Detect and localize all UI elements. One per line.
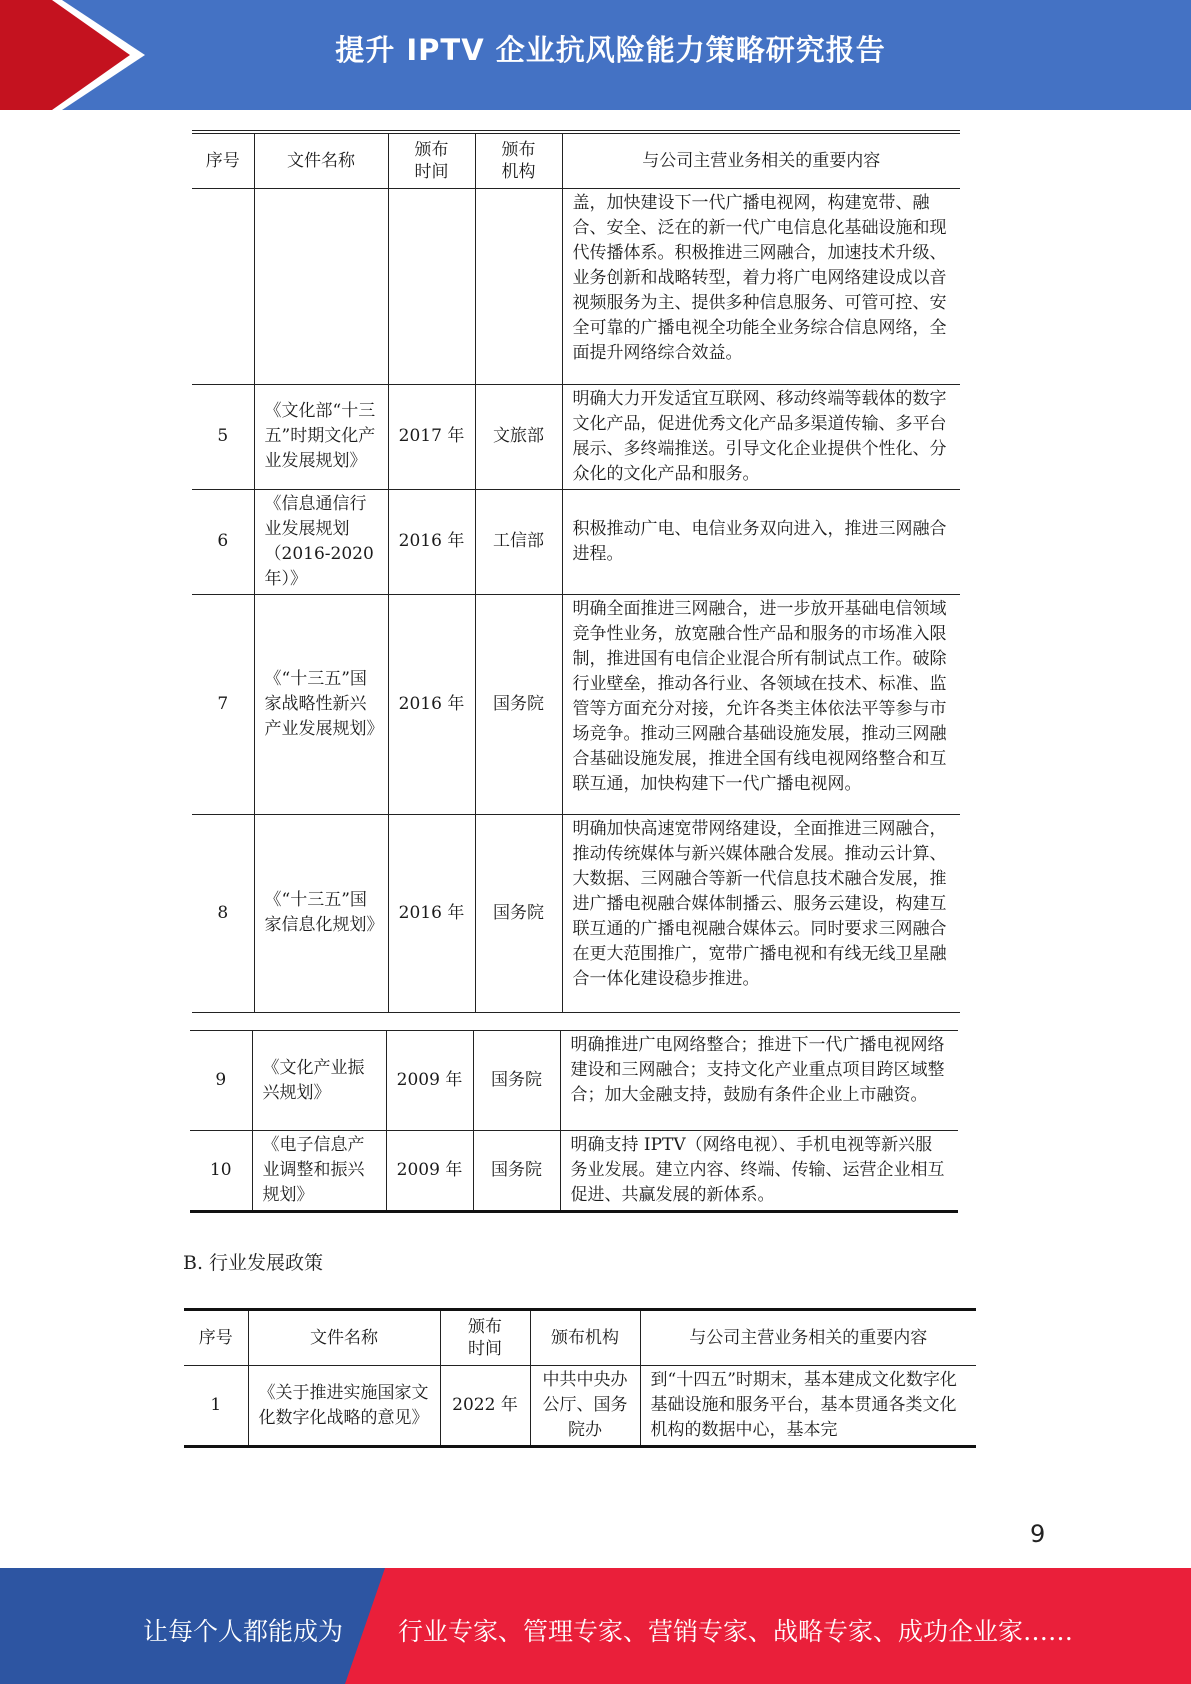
column-header-name: 文件名称	[254, 132, 388, 188]
table-row	[192, 594, 960, 814]
table-row	[192, 814, 960, 1012]
row-name	[254, 188, 388, 384]
row-content: 明确支持 IPTV（网络电视）、手机电视等新兴服务业发展。建立内容、终端、传输、运营企业相互促进、共赢发展的新体系。	[560, 1131, 958, 1212]
footer-banner	[0, 1568, 1191, 1684]
table-header-row	[192, 132, 960, 188]
row-org: 国务院	[475, 594, 562, 814]
row-content: 积极推动广电、电信业务双向进入，推进三网融合进程。	[562, 489, 960, 594]
table-row	[192, 188, 960, 384]
column-header-content: 与公司主营业务相关的重要内容	[562, 132, 960, 188]
row-name: 《“十三五”国家信息化规划》	[254, 814, 388, 1012]
row-name: 《关于推进实施国家文化数字化战略的意见》	[248, 1366, 440, 1447]
row-name: 《电子信息产业调整和振兴规划》	[252, 1131, 386, 1212]
row-year: 2009 年	[386, 1031, 473, 1131]
row-name: 《信息通信行业发展规划（2016-2020年）》	[254, 489, 388, 594]
row-year: 2016 年	[388, 594, 475, 814]
row-no: 5	[192, 384, 254, 489]
table-row	[184, 1366, 976, 1447]
row-no	[192, 188, 254, 384]
row-year: 2016 年	[388, 814, 475, 1012]
row-org: 工信部	[475, 489, 562, 594]
policy-table-a-part1	[192, 130, 960, 1013]
row-year	[388, 188, 475, 384]
footer-slogan-left: 让每个人都能成为	[143, 1617, 344, 1646]
row-org: 中共中央办公厅、国务院办	[530, 1366, 640, 1447]
table-row	[190, 1131, 958, 1212]
column-header-no: 序号	[192, 132, 254, 188]
row-name: 《“十三五”国家战略性新兴产业发展规划》	[254, 594, 388, 814]
row-year: 2022 年	[440, 1366, 530, 1447]
row-org: 国务院	[475, 814, 562, 1012]
policy-table-a-part2	[190, 1030, 958, 1213]
row-org: 国务院	[473, 1031, 560, 1131]
row-content: 明确全面推进三网融合，进一步放开基础电信领域竞争性业务，放宽融合性产品和服务的市场准入限制，推进国有电信企业混合所有制试点工作。破除行业壁垒，推动各行业、各领域在技术、标准、监管等方面充分对接，允许各类主体依法平等参与市场竞争。推动三网融合基础设施发展，推动三网融合基础设施发展，推进全国有线电视网络整合和互联互通，加快构建下一代广播电视网。	[562, 594, 960, 814]
row-org: 文旅部	[475, 384, 562, 489]
report-title: 提升 IPTV 企业抗风险能力策略研究报告	[335, 33, 886, 67]
column-header-name: 文件名称	[248, 1310, 440, 1366]
table-row	[192, 384, 960, 489]
column-header-no: 序号	[184, 1310, 248, 1366]
header-banner	[0, 0, 1191, 110]
row-content: 明确加快高速宽带网络建设，全面推进三网融合，推动传统媒体与新兴媒体融合发展。推动云计算、大数据、三网融合等新一代信息技术融合发展，推进广播电视融合媒体制播云、服务云建设，构建互联互通的广播电视融合媒体云。同时要求三网融合在更大范围推广，宽带广播电视和有线无线卫星融合一体化建设稳步推进。	[562, 814, 960, 1012]
row-no: 8	[192, 814, 254, 1012]
table-row	[190, 1031, 958, 1131]
page-number: 9	[1030, 1520, 1046, 1548]
column-header-org: 颁布 机构	[475, 132, 562, 188]
row-year: 2009 年	[386, 1131, 473, 1212]
row-no: 10	[190, 1131, 252, 1212]
row-no: 1	[184, 1366, 248, 1447]
footer-slogan-right: 行业专家、管理专家、营销专家、战略专家、成功企业家……	[398, 1617, 1074, 1646]
row-no: 6	[192, 489, 254, 594]
row-no: 9	[190, 1031, 252, 1131]
row-no: 7	[192, 594, 254, 814]
row-year: 2017 年	[388, 384, 475, 489]
policy-table-b	[184, 1308, 976, 1448]
table-header-row	[184, 1310, 976, 1366]
table-row	[192, 489, 960, 594]
row-org	[475, 188, 562, 384]
row-name: 《文化产业振兴规划》	[252, 1031, 386, 1131]
row-content: 明确大力开发适宜互联网、移动终端等载体的数字文化产品，促进优秀文化产品多渠道传输、多平台展示、多终端推送。引导文化企业提供个性化、分众化的文化产品和服务。	[562, 384, 960, 489]
row-content: 明确推进广电网络整合；推进下一代广播电视网络建设和三网融合；支持文化产业重点项目跨区域整合；加大金融支持，鼓励有条件企业上市融资。	[560, 1031, 958, 1131]
column-header-content: 与公司主营业务相关的重要内容	[640, 1310, 976, 1366]
column-header-year: 颁布 时间	[440, 1310, 530, 1366]
row-content: 到“十四五”时期末，基本建成文化数字化基础设施和服务平台，基本贯通各类文化机构的数据中心，基本完	[640, 1366, 976, 1447]
section-b-label: B. 行业发展政策	[183, 1252, 324, 1274]
row-name: 《文化部“十三五”时期文化产业发展规划》	[254, 384, 388, 489]
column-header-org: 颁布机构	[530, 1310, 640, 1366]
row-content: 盖，加快建设下一代广播电视网，构建宽带、融合、安全、泛在的新一代广电信息化基础设施和现代传播体系。积极推进三网融合，加速技术升级、业务创新和战略转型，着力将广电网络建设成以音视频服务为主、提供多种信息服务、可管可控、安全可靠的广播电视全功能全业务综合信息网络，全面提升网络综合效益。	[562, 188, 960, 384]
row-org: 国务院	[473, 1131, 560, 1212]
column-header-year: 颁布 时间	[388, 132, 475, 188]
row-year: 2016 年	[388, 489, 475, 594]
